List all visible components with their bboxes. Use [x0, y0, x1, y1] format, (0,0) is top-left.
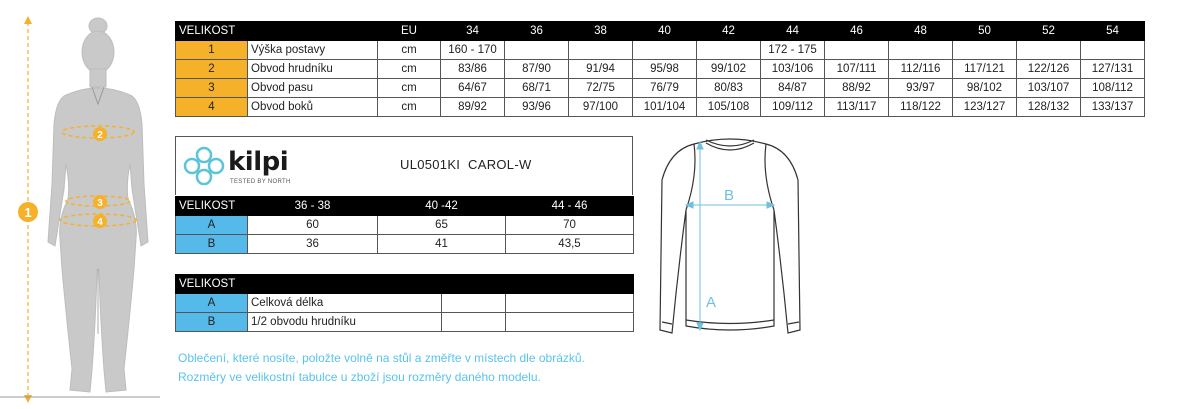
- row-unit: cm: [378, 79, 441, 98]
- table-cell: [1017, 41, 1081, 60]
- legend-table: [175, 274, 634, 332]
- row-label: Obvod boků: [248, 98, 378, 117]
- note-line-2: Rozměry ve velikostní tabulce u zboží jsou rozměry daného modelu.: [178, 370, 541, 384]
- table-cell: 99/102: [697, 60, 761, 79]
- table-row: [176, 79, 1145, 98]
- header-cell: 34: [441, 22, 505, 41]
- table-row: [176, 216, 634, 235]
- header-cell: 48: [889, 22, 953, 41]
- figure-marker-2: [93, 127, 107, 141]
- figure-marker-3: [93, 195, 107, 209]
- table-cell: 128/132: [1017, 98, 1081, 117]
- header-cell: 36 - 38: [248, 197, 378, 216]
- table-cell: 93/96: [505, 98, 569, 117]
- header-cell: EU: [378, 22, 441, 41]
- table-cell: 64/67: [441, 79, 505, 98]
- table-cell: 43,5: [506, 235, 634, 254]
- table-cell: 65: [378, 216, 506, 235]
- product-header: [175, 136, 633, 195]
- garment-illustration: [650, 130, 810, 345]
- table-cell: 68/71: [505, 79, 569, 98]
- table-cell: 133/137: [1081, 98, 1145, 117]
- body-figure: [0, 14, 165, 404]
- row-label: Obvod hrudníku: [248, 60, 378, 79]
- row-number: 4: [176, 98, 248, 117]
- legend-text: Celková délka: [248, 294, 442, 313]
- row-number: 3: [176, 79, 248, 98]
- header-cell: 46: [825, 22, 889, 41]
- row-label: A: [176, 216, 248, 235]
- row-unit: cm: [378, 41, 441, 60]
- row-label: B: [176, 235, 248, 254]
- table-cell: 117/121: [953, 60, 1017, 79]
- table-row: [176, 235, 634, 254]
- row-unit: cm: [378, 98, 441, 117]
- table-cell: 72/75: [569, 79, 633, 98]
- table-cell: 113/117: [825, 98, 889, 117]
- header-cell: 44: [761, 22, 825, 41]
- table-cell: 127/131: [1081, 60, 1145, 79]
- table-cell: 98/102: [953, 79, 1017, 98]
- row-label: Výška postavy: [248, 41, 378, 60]
- product-size-table: [175, 196, 634, 254]
- table-cell: 88/92: [825, 79, 889, 98]
- figure-marker-4: [93, 214, 107, 228]
- table-row: [176, 98, 1145, 117]
- table-cell: 84/87: [761, 79, 825, 98]
- table-cell: 97/100: [569, 98, 633, 117]
- table-cell: [697, 41, 761, 60]
- size-table: [175, 21, 1145, 117]
- header-cell: 52: [1017, 22, 1081, 41]
- table-cell: 160 - 170: [441, 41, 505, 60]
- row-label: B: [176, 313, 248, 332]
- table-cell: 76/79: [633, 79, 697, 98]
- table-cell: 105/108: [697, 98, 761, 117]
- table-cell: 103/107: [1017, 79, 1081, 98]
- table-cell: 36: [248, 235, 378, 254]
- table-cell: 118/122: [889, 98, 953, 117]
- size-table-header: [176, 22, 1145, 41]
- svg-text:1: 1: [24, 205, 32, 220]
- garment-marker-a: A: [706, 294, 717, 311]
- table-cell: 172 - 175: [761, 41, 825, 60]
- table-cell: 107/111: [825, 60, 889, 79]
- table-cell: 109/112: [761, 98, 825, 117]
- table-cell: [953, 41, 1017, 60]
- table-cell: 91/94: [569, 60, 633, 79]
- table-cell: 41: [378, 235, 506, 254]
- legend-header: [176, 275, 634, 294]
- row-label: Obvod pasu: [248, 79, 378, 98]
- table-cell: 112/116: [889, 60, 953, 79]
- kilpi-logo-icon: [182, 145, 226, 187]
- header-cell: VELIKOST: [176, 197, 248, 216]
- header-cell: VELIKOST: [176, 275, 248, 294]
- table-cell: 103/106: [761, 60, 825, 79]
- table-row: [176, 41, 1145, 60]
- table-cell: [633, 41, 697, 60]
- table-row: [176, 60, 1145, 79]
- table-row: [176, 294, 634, 313]
- table-cell: [505, 41, 569, 60]
- svg-text:3: 3: [97, 198, 103, 209]
- header-cell: 44 - 46: [506, 197, 634, 216]
- table-cell: 123/127: [953, 98, 1017, 117]
- svg-text:4: 4: [97, 217, 103, 228]
- table-cell: [1081, 41, 1145, 60]
- table-cell: 89/92: [441, 98, 505, 117]
- table-cell: [889, 41, 953, 60]
- header-cell: [248, 22, 378, 41]
- table-cell: 70: [506, 216, 634, 235]
- table-cell: 122/126: [1017, 60, 1081, 79]
- table-row: [176, 313, 634, 332]
- row-unit: cm: [378, 60, 441, 79]
- table-cell: 87/90: [505, 60, 569, 79]
- brand-tagline: TESTED BY NORTH: [230, 179, 291, 185]
- header-cell: 50: [953, 22, 1017, 41]
- figure-marker-1: [18, 202, 38, 222]
- header-cell: VELIKOST: [176, 22, 248, 41]
- note-line-1: Oblečení, které nosíte, položte volně na stůl a změřte v místech dle obrázků.: [178, 351, 585, 365]
- header-cell: 40: [633, 22, 697, 41]
- row-number: 1: [176, 41, 248, 60]
- table-cell: 60: [248, 216, 378, 235]
- header-cell: 36: [505, 22, 569, 41]
- table-cell: 108/112: [1081, 79, 1145, 98]
- table-cell: 101/104: [633, 98, 697, 117]
- row-label: A: [176, 294, 248, 313]
- row-number: 2: [176, 60, 248, 79]
- brand-name: kilpi: [228, 147, 289, 177]
- table-cell: 80/83: [697, 79, 761, 98]
- header-cell: 38: [569, 22, 633, 41]
- product-code: UL0501KI CAROL-W: [400, 157, 532, 172]
- legend-text: 1/2 obvodu hrudníku: [248, 313, 442, 332]
- table-cell: [825, 41, 889, 60]
- table-cell: 83/86: [441, 60, 505, 79]
- table-cell: 93/97: [889, 79, 953, 98]
- table-cell: [569, 41, 633, 60]
- table-cell: 95/98: [633, 60, 697, 79]
- header-cell: 54: [1081, 22, 1145, 41]
- header-cell: 40 -42: [378, 197, 506, 216]
- svg-text:2: 2: [97, 130, 103, 141]
- header-cell: 42: [697, 22, 761, 41]
- product-table-header: [176, 197, 634, 216]
- garment-marker-b: B: [724, 187, 735, 204]
